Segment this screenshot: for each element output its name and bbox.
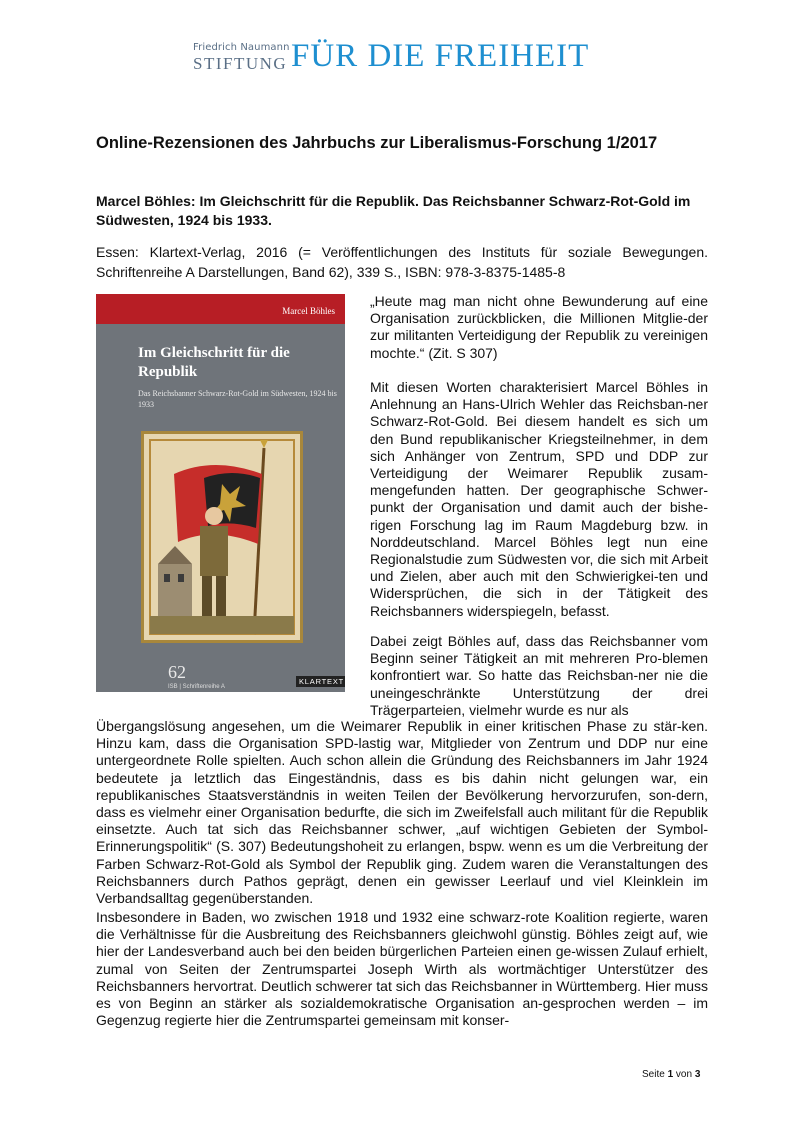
- logo-small-text: Friedrich Naumann: [193, 42, 290, 53]
- paragraph-problems-cont: Übergangslösung angesehen, um die Weimarer Republik in einer kritischen Phase zu stär-ken. Hinzu kam, dass die Organisation SPD-lastig war, Mitglieder von Zentrum und DDP nur eine untergeordnete Rolle spielten. Auch schon allein die Gründung des Reichsbanners im Jahr 1924 bedeutete ja letztlich das Eingeständnis, dass es bis dahin nicht gelungen war, ein republikanisches Staatsverständnis in weiten Teilen der Bevölkerung hervorzurufen, son-dern, dass es vielmehr einer Organisation bedurfte, die sich im Zweifelsfall auch militant für die Republik einsetzte. Auch tat sich das Reichsbanner schwer, „auf wichtigen Gebieten der Symbol-Erinnerungspolitik“ (S. 307) Bedeutungshoheit zu erlangen, bspw. wenn es um die Verbreitung der Farben Schwarz-Rot-Gold als Symbol der Republik ging. Zudem waren die Veranstaltungen des Reichsbanners durch Pathos geprägt, denen ein gewisser Leerlauf und viel Kleinklein im Verbandsalltag gegenüberstanden.: [96, 718, 708, 907]
- footer-page-number: 1: [667, 1069, 674, 1080]
- document-title: Online-Rezensionen des Jahrbuchs zur Liberalismus-Forschung 1/2017: [96, 134, 658, 152]
- bibliography: Essen: Klartext-Verlag, 2016 (= Veröffentlichungen des Instituts für soziale Bewegungen. Schriftenreihe A Darstellungen, Band 62), 339 S., ISBN: 978-3-8375-1485-8: [96, 244, 708, 280]
- cover-publisher: KLARTEXT: [296, 676, 345, 687]
- paragraph-intro: Mit diesen Worten charakterisiert Marcel Böhles in Anlehnung an Hans-Ulrich Wehler das Reichsban-ner Schwarz-Rot-Gold. Bei diesem handelt es sich um den Bund republikanischer Kriegsteilnehmer, in dem sich Anhänger von Zentrum, SPD und DDP zur Verteidigung der Weimarer Republik zusam-mengefunden hatten. Der geographische Schwer-punkt der Organisation und damit auch der bishe-rigen Forschung lag im Raum Magdeburg bzw. in Norddeutschland. Marcel Böhles legt nun eine Regionalstudie zum Südwesten vor, die sich mit Arbeit und Zielen, aber auch mit den Schwierigkei-ten und Widersprüchen, die sich in der Tätigkeit des Reichsbanners widerspiegeln, befasst.: [370, 379, 708, 619]
- cover-author: Marcel Böhles: [282, 306, 335, 316]
- review-title: Marcel Böhles: Im Gleichschritt für die Republik. Das Reichsbanner Schwarz-Rot-Gold im Südwesten, 1924 bis 1933.: [96, 193, 691, 228]
- logo-main-text: FÜR DIE FREIHEIT: [291, 38, 590, 74]
- footer-prefix: Seite: [642, 1069, 665, 1080]
- cover-series: ISB | Schriftenreihe A: [168, 684, 225, 690]
- cover-volume-number: 62: [168, 662, 186, 682]
- paragraph-baden: Insbesondere in Baden, wo zwischen 1918 und 1932 eine schwarz-rote Koalition regierte, waren die Verhältnisse für die Ausbreitung des Reichsbanners gleichwohl günstig. Böhles zeigt auf, wie hier der Landesverband auch bei den beiden bürgerlichen Parteien einen ge-wissen Zulauf erhielt, zumal von Seiten der Zentrumspartei Joseph Wirth als wortmächtiger Unterstützer des Reichsbanners hervortrat. Deutlich schwerer tat sich das Reichsbanner in Württemberg. Hier muss es von Beginn an stärker als sozialdemokratische Organisation an-gesprochen werden – im Gegenzug regierte hier die Zentrumspartei gemeinsam mit konser-: [96, 909, 708, 1029]
- paragraph-quote: „Heute mag man nicht ohne Bewunderung auf eine Organisation zurückblicken, die Millionen Mitglie-der zur militanten Verteidigung der Republik zu vereinigen mochte.“ (Zit. S 307): [370, 293, 708, 361]
- page-footer: [642, 1069, 700, 1080]
- flag-bearer-illustration: [144, 434, 300, 640]
- footer-total-pages: 3: [694, 1069, 701, 1080]
- cover-subtitle: Das Reichsbanner Schwarz-Rot-Gold im Südwesten, 1924 bis 1933: [138, 389, 337, 409]
- paragraph-problems-start: Dabei zeigt Böhles auf, dass das Reichsbanner vom Beginn seiner Tätigkeit an mit mehreren Pro-blemen konfrontiert war. So hatte das Reichsban-ner nie die uneingeschränkte Unterstützung der drei Trägerparteien, vielmehr wurde es nur als: [370, 633, 708, 718]
- cover-illustration: [141, 431, 303, 643]
- footer-middle: von: [675, 1069, 693, 1080]
- logo-stiftung-text: STIFTUNG: [193, 54, 288, 73]
- cover-title: Im Gleichschritt für die Republik: [138, 345, 290, 380]
- book-cover-image: [96, 294, 345, 692]
